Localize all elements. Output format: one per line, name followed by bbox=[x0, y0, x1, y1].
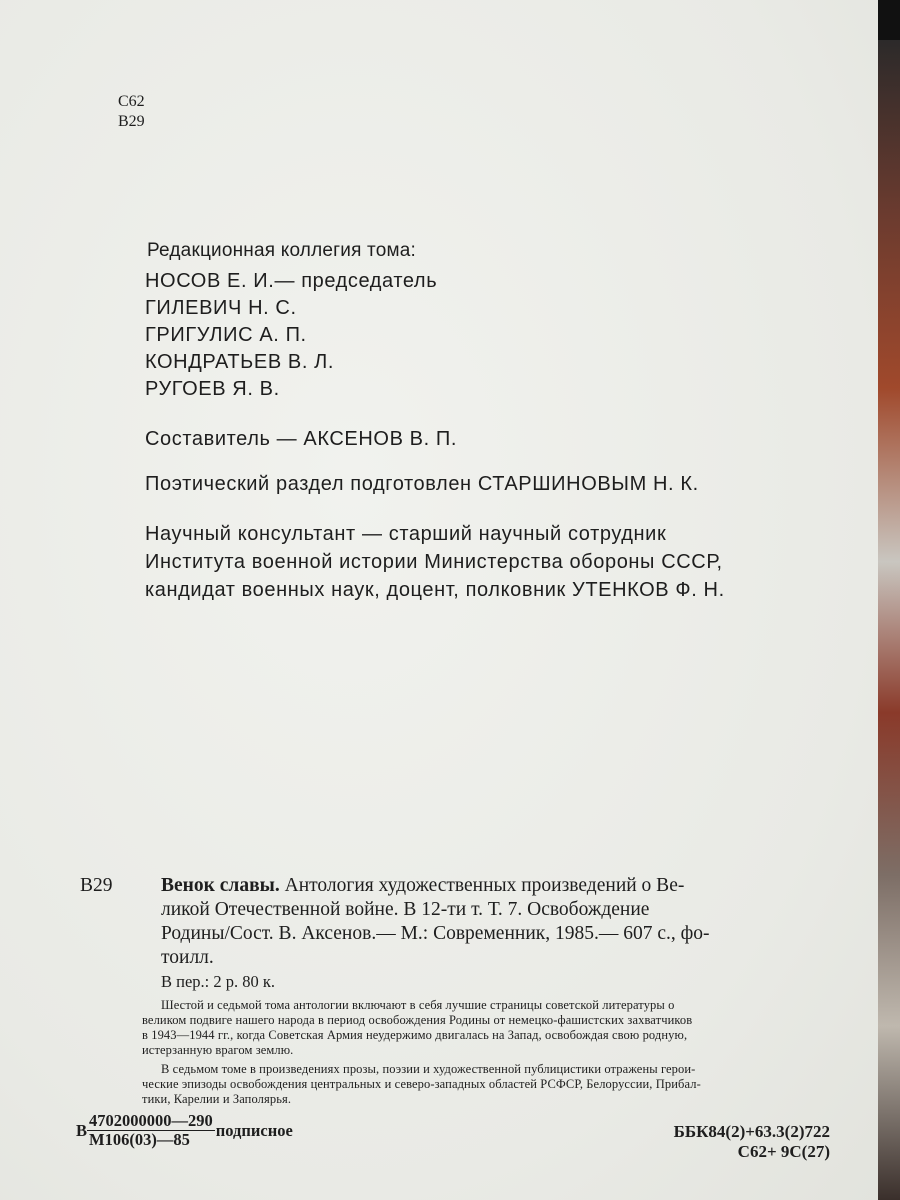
imprint-code bbox=[76, 1112, 293, 1149]
annotation-line-6: ческие эпизоды освобождения центральных и северо-западных областей РСФСР, Белоруссии, Прибал- bbox=[142, 1077, 701, 1091]
annotation-line-5: В седьмом томе в произведениях прозы, поэзии и художественной публицистики отражены герои- bbox=[161, 1062, 696, 1076]
imprint-denominator: М106(03)—85 bbox=[89, 1130, 190, 1149]
board-member-2: ГИЛЕВИЧ Н. С. bbox=[145, 297, 297, 319]
consultant-line-2: Института военной истории Министерства обороны СССР, bbox=[145, 551, 723, 573]
bbk-code-line-2: С62+ 9С(27) bbox=[737, 1142, 830, 1161]
bibliography-line-3: Родины/Сост. В. Аксенов.— М.: Современник, 1985.— 607 с., фо- bbox=[161, 923, 710, 944]
board-member-5: РУГОЕВ Я. В. bbox=[145, 378, 280, 400]
bibliography-line-1-rest: Антология художественных произведений о Ве- bbox=[284, 875, 685, 896]
board-member-4: КОНДРАТЬЕВ В. Л. bbox=[145, 351, 335, 373]
bibliography-line-4: тоилл. bbox=[161, 947, 214, 968]
adjacent-page-photo-edge bbox=[878, 40, 900, 1200]
board-member-3: ГРИГУЛИС А. П. bbox=[145, 324, 307, 346]
poetry-section-line: Поэтический раздел подготовлен СТАРШИНОВЫМ Н. К. bbox=[145, 473, 699, 495]
bibliography-line-1 bbox=[161, 874, 684, 898]
price-line: В пер.: 2 р. 80 к. bbox=[161, 972, 276, 991]
book-title: Венок славы. bbox=[161, 875, 280, 896]
annotation-line-3: в 1943—1944 гг., когда Советская Армия неудержимо двигалась на Запад, освобождая свою родную, bbox=[142, 1028, 688, 1042]
editorial-board-heading: Редакционная коллегия тома: bbox=[147, 240, 417, 261]
annotation-line-4: истерзанную врагом землю. bbox=[142, 1043, 294, 1057]
classification-code-2: В29 bbox=[118, 113, 145, 130]
imprint-fraction bbox=[87, 1112, 215, 1149]
imprint-numerator: 4702000000—290 bbox=[89, 1111, 213, 1130]
compiler-line: Составитель — АКСЕНОВ В. П. bbox=[145, 428, 458, 450]
imprint-subscription: подписное bbox=[215, 1120, 293, 1140]
imprint-prefix: В bbox=[76, 1120, 88, 1140]
annotation-line-1: Шестой и седьмой тома антологии включают в себя лучшие страницы советской литературы о bbox=[161, 998, 675, 1012]
consultant-line-3: кандидат военных наук, доцент, полковник УТЕНКОВ Ф. Н. bbox=[145, 579, 725, 601]
bibliography-code: В29 bbox=[80, 875, 113, 896]
bbk-code-line-1: ББК84(2)+63.3(2)722 bbox=[673, 1122, 830, 1141]
annotation-line-7: тики, Карелии и Заполярья. bbox=[142, 1092, 292, 1106]
classification-code-1: С62 bbox=[118, 93, 145, 110]
annotation-line-2: великом подвиге нашего народа в период освобождения Родины от немецко-фашистских захватчиков bbox=[142, 1013, 693, 1027]
consultant-line-1: Научный консультант — старший научный сотрудник bbox=[145, 523, 667, 545]
bibliography-line-2: ликой Отечественной войне. В 12-ти т. Т. 7. Освобождение bbox=[161, 899, 650, 920]
board-member-1: НОСОВ Е. И.— председатель bbox=[145, 270, 438, 292]
